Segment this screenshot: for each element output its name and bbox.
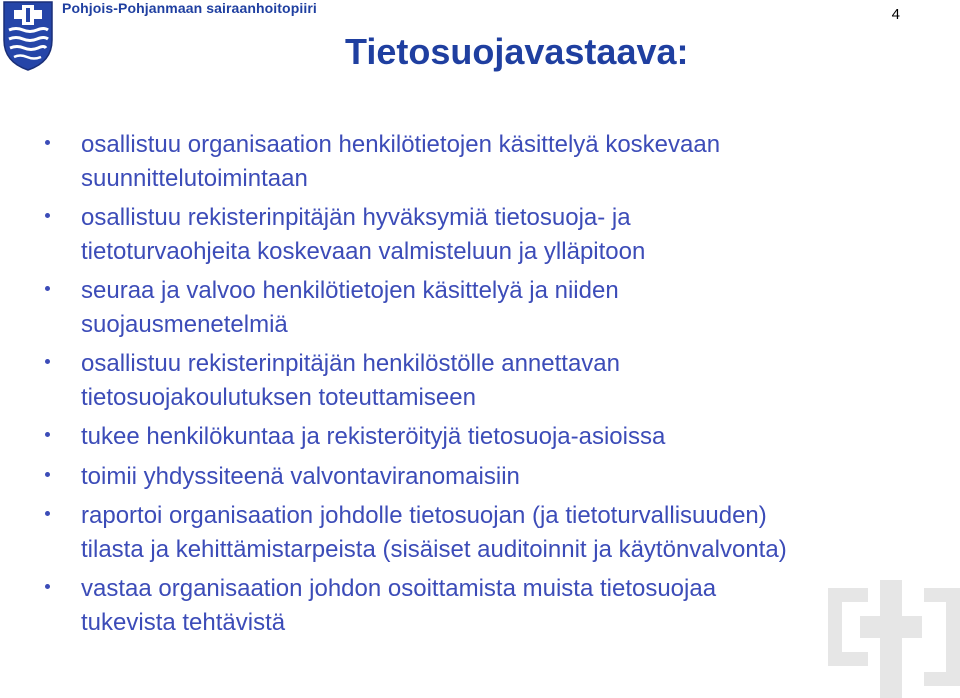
list-item-text: osallistuu rekisterinpitäjän henkilöstölle annettavan tietosuojakoulutuksen toteuttamiseen bbox=[81, 350, 620, 411]
list-item bbox=[40, 572, 920, 639]
list-item-text: raportoi organisaation johdolle tietosuojan (ja tietoturvallisuuden) tilasta ja kehittämistarpeista (sisäiset auditoinnit ja käytönvalvonta) bbox=[81, 502, 787, 563]
bullet-dot-icon bbox=[45, 140, 50, 145]
cross-watermark-icon bbox=[820, 578, 960, 698]
list-item bbox=[40, 201, 920, 268]
slide-title: Tietosuojavastaava: bbox=[345, 31, 689, 72]
list-item-text: toimii yhdyssiteenä valvontaviranomaisiin bbox=[81, 462, 520, 490]
list-item-text: vastaa organisaation johdon osoittamista muista tietosuojaa tukevista tehtävistä bbox=[81, 575, 717, 636]
bullet-dot-icon bbox=[45, 511, 50, 516]
bullet-dot-icon bbox=[45, 432, 50, 437]
list-item bbox=[40, 274, 920, 341]
bullet-dot-icon bbox=[45, 359, 50, 364]
coat-of-arms-icon bbox=[0, 0, 56, 72]
organization-name: Pohjois-Pohjanmaan sairaanhoitopiiri bbox=[62, 0, 317, 16]
bullet-dot-icon bbox=[45, 213, 50, 218]
list-item bbox=[40, 128, 920, 195]
list-item bbox=[40, 460, 920, 494]
bullet-dot-icon bbox=[45, 286, 50, 291]
bullet-dot-icon bbox=[45, 472, 50, 477]
list-item bbox=[40, 347, 920, 414]
list-item bbox=[40, 420, 920, 454]
list-item bbox=[40, 499, 920, 566]
bullet-dot-icon bbox=[45, 584, 50, 589]
list-item-text: osallistuu rekisterinpitäjän hyväksymiä tietosuoja- ja tietoturvaohjeita koskevaan valmisteluun ja ylläpitoon bbox=[81, 204, 646, 265]
list-item-text: seuraa ja valvoo henkilötietojen käsittelyä ja niiden suojausmenetelmiä bbox=[81, 277, 619, 338]
list-item-text: osallistuu organisaation henkilötietojen käsittelyä koskevaan suunnittelutoimintaan bbox=[81, 131, 721, 192]
page-number: 4 bbox=[891, 6, 900, 23]
list-item-text: tukee henkilökuntaa ja rekisteröityjä tietosuoja-asioissa bbox=[81, 423, 666, 450]
bullet-list bbox=[40, 128, 920, 645]
